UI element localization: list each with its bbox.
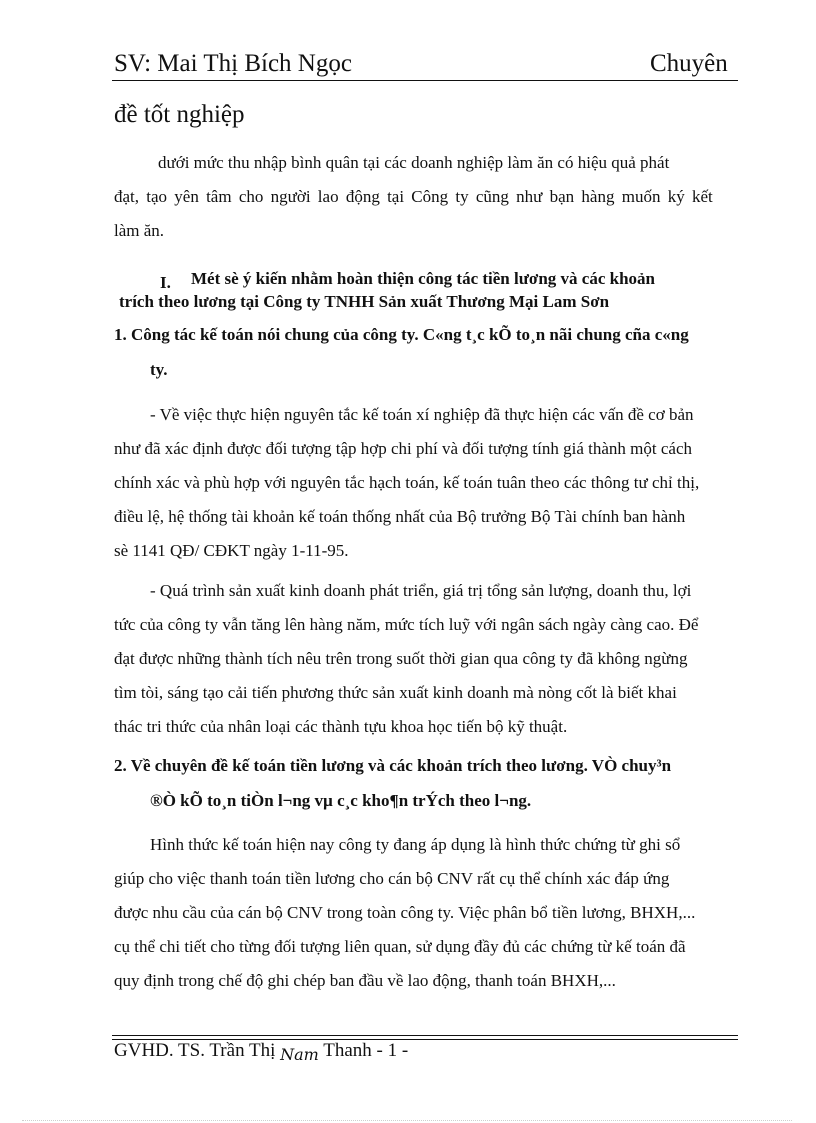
footer-supervisor <box>114 1040 408 1062</box>
text-line: sè 1141 QĐ/ CĐKT ngày 1-11-95. <box>114 541 349 560</box>
header-title-continued: đề tốt nghiệp <box>114 101 245 128</box>
header-title-start: Chuyên <box>650 50 728 77</box>
subheading-2-line2: ®Ò kÕ to¸n tiÒn l¬ng vµ c¸c kho¶n trÝch theo l¬ng. <box>150 791 532 810</box>
section-heading-line2: trích theo lương tại Công ty TNHH Sản xuất Thương Mại Lam Sơn <box>119 292 610 311</box>
text-line: - Quá trình sản xuất kinh doanh phát triển, giá trị tổng sản lượng, doanh thu, lợi <box>150 581 692 600</box>
text-line: quy định trong chế độ ghi chép ban đầu về lao động, thanh toán BHXH,... <box>114 971 616 990</box>
text-line: cụ thể chi tiết cho từng đối tượng liên quan, sử dụng đầy đủ các chứng từ kế toán đã <box>114 937 686 956</box>
text-line: được nhu cầu của cán bộ CNV trong toàn công ty. Việc phân bổ tiền lương, BHXH,... <box>114 903 696 922</box>
subheading-2-line1: 2. Về chuyên đề kế toán tiền lương và các khoản trích theo lương. VÒ chuy³n <box>114 756 672 775</box>
text-line: dưới mức thu nhập bình quân tại các doanh nghiệp làm ăn có hiệu quả phát <box>158 153 670 172</box>
text-line: điều lệ, hệ thống tài khoản kế toán thống nhất của Bộ trưởng Bộ Tài chính ban hành <box>114 507 686 526</box>
text-line: như đã xác định được đối tượng tập hợp chi phí và đối tượng tính giá thành một cách <box>114 439 692 458</box>
section-number: I. <box>160 273 171 292</box>
text-line: giúp cho việc thanh toán tiền lương cho cán bộ CNV rất cụ thể chính xác đáp ứng <box>114 869 670 888</box>
text-line: - Về việc thực hiện nguyên tắc kế toán xí nghiệp đã thực hiện các vấn đề cơ bản <box>150 405 694 424</box>
header-student-name: SV: Mai Thị Bích Ngọc <box>114 50 352 77</box>
footer-supervisor-script: Nam <box>280 1045 319 1064</box>
subheading-1-line2: ty. <box>150 360 168 379</box>
header-underline <box>112 80 738 81</box>
text-line: làm ăn. <box>114 221 165 240</box>
text-line: tìm tòi, sáng tạo cải tiến phương thức sản xuất kinh doanh mà nòng cốt là biết khai <box>114 683 677 702</box>
text-line: thác tri thức của nhân loại các thành tựu khoa học tiến bộ kỹ thuật. <box>114 717 568 736</box>
text-line: Hình thức kế toán hiện nay công ty đang áp dụng là hình thức chứng từ ghi sổ <box>150 835 681 854</box>
footer-page-number: Thanh - 1 - <box>323 1040 409 1061</box>
page-edge-divider <box>22 1120 792 1121</box>
subheading-1-line1: 1. Công tác kế toán nói chung của công ty. C«ng t¸c kÕ to¸n nãi chung cña c«ng <box>114 325 689 344</box>
text-line: tức của công ty vẫn tăng lên hàng năm, mức tích luỹ với ngân sách ngày càng cao. Để <box>114 615 699 634</box>
footer-supervisor-prefix: GVHD. TS. Trần Thị <box>114 1040 276 1061</box>
text-line: đạt được những thành tích nêu trên trong suốt thời gian qua công ty đã không ngừng <box>114 649 688 668</box>
text-line: đạt, tạo yên tâm cho người lao động tại Công ty cũng như bạn hàng muốn ký kết <box>114 187 713 206</box>
text-line: chính xác và phù hợp với nguyên tắc hạch toán, kế toán tuân theo các thông tư chỉ thị, <box>114 473 700 492</box>
section-heading-line1: Mét sè ý kiến nhằm hoàn thiện công tác tiền lương và các khoản <box>191 269 655 288</box>
footer-rule-top <box>112 1035 738 1036</box>
